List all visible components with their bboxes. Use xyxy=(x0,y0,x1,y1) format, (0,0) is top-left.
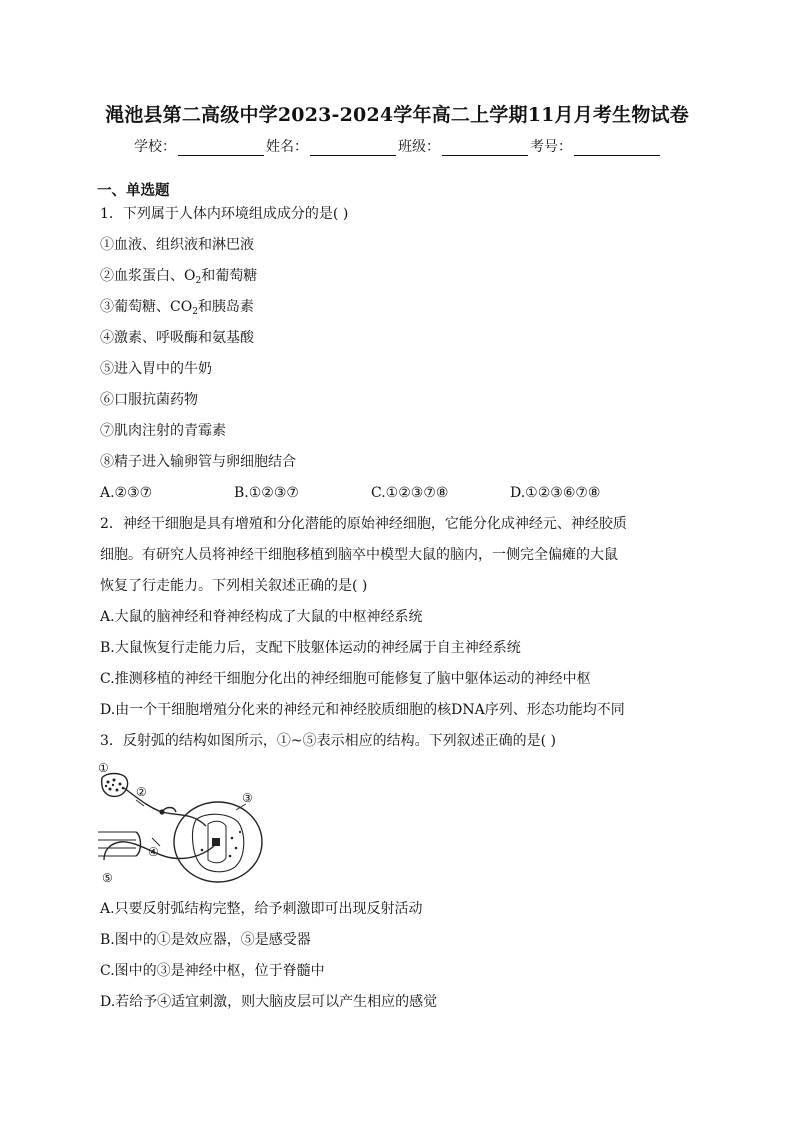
name-field[interactable] xyxy=(266,136,396,156)
section-heading: 一、单选题 xyxy=(97,182,170,199)
exam-number-blank[interactable] xyxy=(574,141,660,156)
class-field[interactable] xyxy=(398,136,528,156)
q2-stem-line1: 2．神经干细胞是具有增殖和分化潜能的原始神经细胞，它能分化成神经元、神经胶质 xyxy=(100,516,627,532)
q2-option-a[interactable]: A.大鼠的脑神经和脊神经构成了大鼠的中枢神经系统 xyxy=(100,609,423,625)
q1-stem: 1．下列属于人体内环境组成成分的是( ) xyxy=(100,206,349,222)
reflex-arc-diagram xyxy=(96,760,272,892)
class-label: 班级： xyxy=(398,139,440,155)
q1-option-b[interactable]: B.①②③⑦ xyxy=(234,485,299,501)
label-4: ④ xyxy=(148,845,159,859)
q3-option-c[interactable]: C.图中的③是神经中枢，位于脊髓中 xyxy=(100,963,325,979)
q1-item-4: ④激素、呼吸酶和氨基酸 xyxy=(100,330,254,346)
school-label: 学校： xyxy=(134,139,176,155)
q1-item-1: ①血液、组织液和淋巴液 xyxy=(100,237,254,253)
class-blank[interactable] xyxy=(442,141,528,156)
q2-stem-line3: 恢复了行走能力。下列相关叙述正确的是( ) xyxy=(100,578,368,594)
name-label: 姓名： xyxy=(266,139,308,155)
q2-stem-line2: 细胞。有研究人员将神经干细胞移植到脑卒中模型大鼠的脑内，一侧完全偏瘫的大鼠 xyxy=(100,547,618,563)
q2-option-c[interactable]: C.推测移植的神经干细胞分化出的神经细胞可能修复了脑中躯体运动的神经中枢 xyxy=(100,671,591,687)
q1-option-c[interactable]: C.①②③⑦⑧ xyxy=(371,485,449,501)
label-5: ⑤ xyxy=(102,871,113,885)
q2-option-b[interactable]: B.大鼠恢复行走能力后，支配下肢躯体运动的神经属于自主神经系统 xyxy=(100,640,521,656)
label-3: ③ xyxy=(242,791,253,805)
q1-item-5: ⑤进入胃中的牛奶 xyxy=(100,361,212,377)
q1-item-3: ③葡萄糖、$CO_2$和胰岛素 xyxy=(100,299,254,317)
exam-number-label: 考号： xyxy=(530,139,572,155)
q3-option-a[interactable]: A.只要反射弧结构完整，给予刺激即可出现反射活动 xyxy=(100,901,423,917)
label-2: ② xyxy=(136,785,147,799)
school-field[interactable] xyxy=(134,136,264,156)
q1-option-a[interactable]: A.②③⑦ xyxy=(100,485,153,501)
q3-stem: 3．反射弧的结构如图所示，①~⑤表示相应的结构。下列叙述正确的是( ) xyxy=(100,733,557,749)
q3-option-d[interactable]: D.若给予④适宜刺激，则大脑皮层可以产生相应的感觉 xyxy=(100,994,438,1010)
label-1: ① xyxy=(98,761,109,775)
q1-item-6: ⑥口服抗菌药物 xyxy=(100,392,198,408)
q2-option-d[interactable]: D.由一个干细胞增殖分化来的神经元和神经胶质细胞的核DNA序列、形态功能均不同 xyxy=(100,702,625,718)
student-info-line xyxy=(0,136,794,156)
q1-item-8: ⑧精子进入输卵管与卵细胞结合 xyxy=(100,454,296,470)
name-blank[interactable] xyxy=(310,141,396,156)
school-blank[interactable] xyxy=(178,141,264,156)
q3-option-b[interactable]: B.图中的①是效应器，⑤是感受器 xyxy=(100,932,311,948)
q1-item-2: ②血浆蛋白、$O_2$和葡萄糖 xyxy=(100,268,258,286)
exam-title: 渑池县第二高级中学2023-2024学年高二上学期11月月考生物试卷 xyxy=(105,104,689,126)
q1-option-d[interactable]: D.①②③⑥⑦⑧ xyxy=(510,485,601,501)
exam-number-field[interactable] xyxy=(530,136,660,156)
q1-item-7: ⑦肌肉注射的青霉素 xyxy=(100,423,226,439)
